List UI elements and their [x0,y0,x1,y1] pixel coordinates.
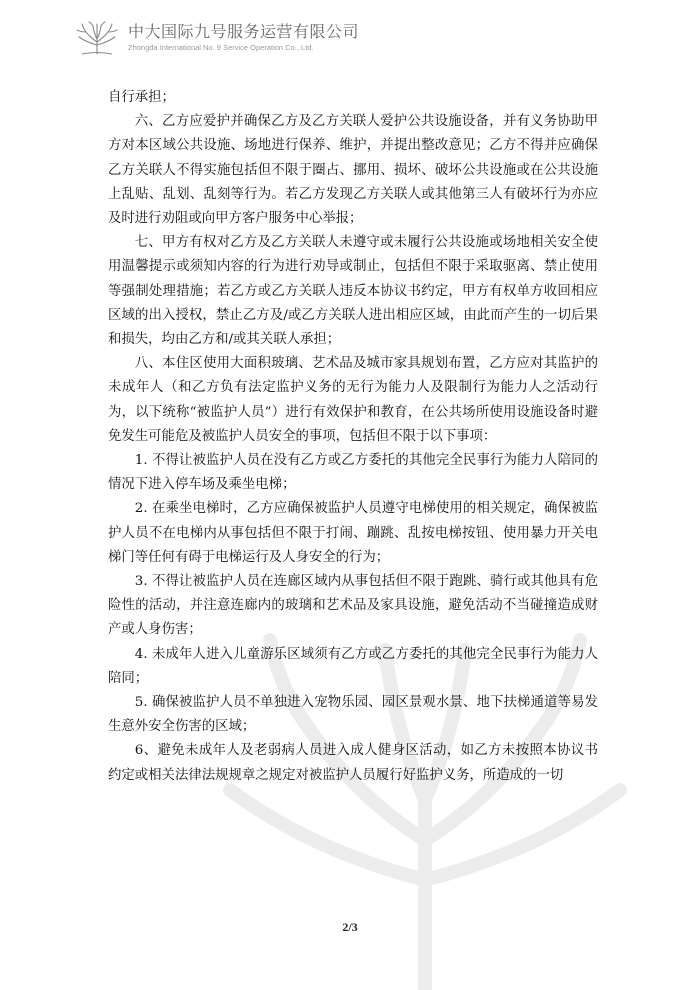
company-name-en: Zhongda International No. 9 Service Operation Co., Ltd. [128,43,314,52]
paragraph-clause-8: 八、本住区使用大面积玻璃、艺术品及城市家具规划布置，乙方应对其监护的未成年人（和乙方负有法定监护义务的无行为能力人及限制行为能力人之活动行为，以下统称“被监护人员”）进行有效保护和教育，在公共场所使用设施设备时避免发生可能危及被监护人员安全的事项，包括但不限于以下事项： [108,356,598,444]
document-body [108,86,598,788]
paragraph-clause-7: 七、甲方有权对乙方及乙方关联人未遵守或未履行公共设施或场地相关安全使用温馨提示或须知内容的行为进行劝导或制止，包括但不限于采取驱离、禁止使用等强制处理措施；若乙方或乙方关联人违反本协议书约定，甲方有权单方收回相应区域的出入授权，禁止乙方及/或乙方关联人进出相应区域，由此而产生的一切后果和损失，均由乙方和/或其关联人承担； [108,235,598,348]
page-number: 2/3 [342,920,358,934]
company-name-cn: 中大国际九号服务运营有限公司 [128,22,360,41]
page-header [74,20,359,56]
list-item-2: 2. 在乘坐电梯时，乙方应确保被监护人员遵守电梯使用的相关规定，确保被监护人员不在电梯内从事包括但不限于打闹、蹦跳、乱按电梯按钮、使用暴力开关电梯门等任何有碍于电梯运行及人身安全的行为； [108,501,598,565]
paragraph-clause-6: 六、乙方应爱护并确保乙方及乙方关联人爱护公共设施设备，并有义务协助甲方对本区域公共设施、场地进行保养、维护，并提出整改意见；乙方不得并应确保乙方关联人不得实施包括但不限于圈占、挪用、损坏、破坏公共设施或在公共设施上乱贴、乱划、乱刻等行为。若乙方发现乙方关联人或其他第三人有破坏行为亦应及时进行劝阻或向甲方客户服务中心举报； [108,114,598,227]
paragraph: 自行承担； [108,90,175,105]
company-name-block [128,23,359,53]
list-item-6: 6、避免未成年人及老弱病人员进入成人健身区活动，如乙方未按照本协议书约定或相关法律法规规章之规定对被监护人员履行好监护义务，所造成的一切 [108,743,598,783]
tree-logo-icon [74,20,120,56]
list-item-5: 5. 确保被监护人员不单独进入宠物乐园、园区景观水景、地下扶梯通道等易发生意外安全伤害的区域； [108,695,598,735]
list-item-1: 1. 不得让被监护人员在没有乙方或乙方委托的其他完全民事行为能力人陪同的情况下进入停车场及乘坐电梯； [108,453,598,493]
list-item-4: 4. 未成年人进入儿童游乐区域须有乙方或乙方委托的其他完全民事行为能力人陪同； [108,646,598,686]
list-item-3: 3. 不得让被监护人员在连廊区域内从事包括但不限于跑跳、骑行或其他具有危险性的活动，并注意连廊内的玻璃和艺术品及家具设施，避免活动不当碰撞造成财产或人身伤害； [108,574,598,638]
